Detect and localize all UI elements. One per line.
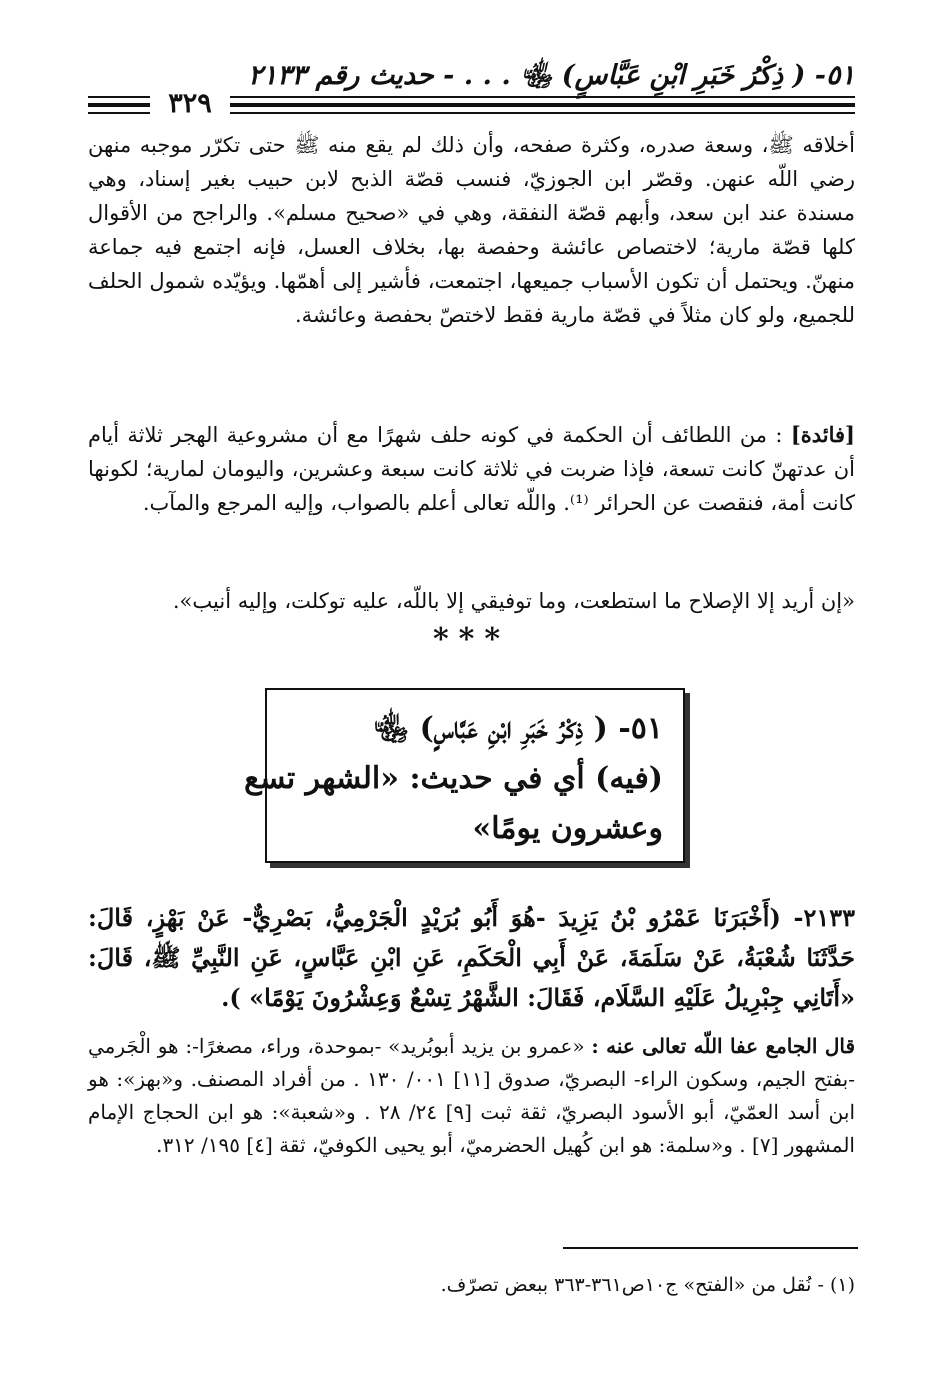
commentary-text: «عمرو بن يزيد أبوبُريد» -بموحدة، وراء، مصغرًا-: هو الْجَرمي -بفتح الجيم، وسكون الراء- البصريّ، صدوق [١١] ٠٠١/ ١٣٠ . من أفراد المصنف. و«بهز»: هو ابن أسد العمّيّ، أبو الأسود البصريّ، ثقة ثبت [٩] ٢٤/ ٢٨ . و«شعبة»: هو ابن الحجاج الإمام المشهور [٧] . و«سلمة: هو ابن كُهيل الحضرميّ، أبو يحيى الكوفيّ، ثقة [٤] ١٩٥/ ٣١٢. [88, 1034, 855, 1157]
hadith-text: ٢١٣٣- (أَخْبَرَنَا عَمْرُو بْنُ يَزِيدَ -هُوَ أَبُو بُرَيْدٍ الْجَرْمِيُّ، بَصْرِيٌّ- عَنْ بَهْزٍ، قَالَ: حَدَّثَنَا شُعْبَةُ، عَنْ سَلَمَةَ، عَنْ أَبِي الْحَكَمِ، عَنِ ابْنِ عَبَّاسٍ، عَنِ النَّبِيِّ ﷺ، قَالَ: «أَتَانِي جِبْرِيلُ عَلَيْهِ السَّلَام، فَقَالَ: الشَّهْرُ تِسْعٌ وَعِشْرُونَ يَوْمًا» ). [88, 903, 855, 1012]
chapter-heading-box [244, 688, 685, 863]
commentary-speaker: قال الجامع عفا اللّه تعالى عنه : [591, 1034, 856, 1058]
section-separator: *** [432, 622, 511, 657]
commentary [88, 1030, 855, 1162]
benefit-note [88, 418, 855, 520]
chapter-subtitle: (فيه) أي في حديث: «الشهر تسع [244, 761, 663, 796]
chapter-title: ٥١- ( ذِكْرُ خَبَرِ ابْنِ عَبَّاسٍ) ﵄ [373, 711, 663, 746]
footnote: (١) - نُقل من «الفتح» ج١٠ص٣٦١-٣٦٣ ببعض تصرّف. [440, 1274, 855, 1296]
note-label: [فائدة] [790, 422, 855, 447]
footnote-rule [563, 1247, 858, 1249]
running-header: ٥١- ( ذِكْرُ خَبَرِ ابْنِ عَبَّاسٍ) ﵄ . . . - حديث رقم ٢١٣٣ [248, 60, 855, 91]
page-number: ٣٢٩ [150, 88, 230, 119]
chapter-subtitle-cont: وعشرون يومًا» [472, 811, 663, 846]
body-paragraph [88, 128, 855, 332]
note-text: : من اللطائف أن الحكمة في كونه حلف شهرًا مع أن مشروعية الهجر ثلاثة أيام أن عدتهنّ كانت تسعة، فإذا ضربت في ثلاثة كانت سبعة وعشرين، واليومان لمارية؛ لكونها كانت أمة، فنقصت عن الحرائر ⁽¹⁾. واللّه تعالى أعلم بالصواب، وإليه المرجع والمآب. [88, 423, 855, 515]
paragraph-text: أخلاقه ﷺ، وسعة صدره، وكثرة صفحه، وأن ذلك لم يقع منه ﷺ حتى تكرّر موجبه منهن رضي اللّه عنهن. وقصّر ابن الجوزيّ، فنسب قصّة الذبح لابن حبيب بغير إسناد، وهي مسندة عند ابن سعد، وأبهم قصّة النفقة، وهي في «صحيح مسلم». والراجح من الأقوال كلها قصّة مارية؛ لاختصاص عائشة وحفصة بها، بخلاف العسل، فإنه اجتمع فيه جماعة منهنّ. ويحتمل أن تكون الأسباب جميعها، اجتمعت، فأشير إلى أهمّها. ويؤيّده شمول الحلف للجميع، ولو كان مثلاً في قصّة مارية فقط لاختصّ بحفصة وعائشة. [88, 133, 855, 327]
closing-verse: «إن أريد إلا الإصلاح ما استطعت، وما توفيقي إلا باللّه، عليه توكلت، وإليه أنيب». [172, 589, 855, 613]
